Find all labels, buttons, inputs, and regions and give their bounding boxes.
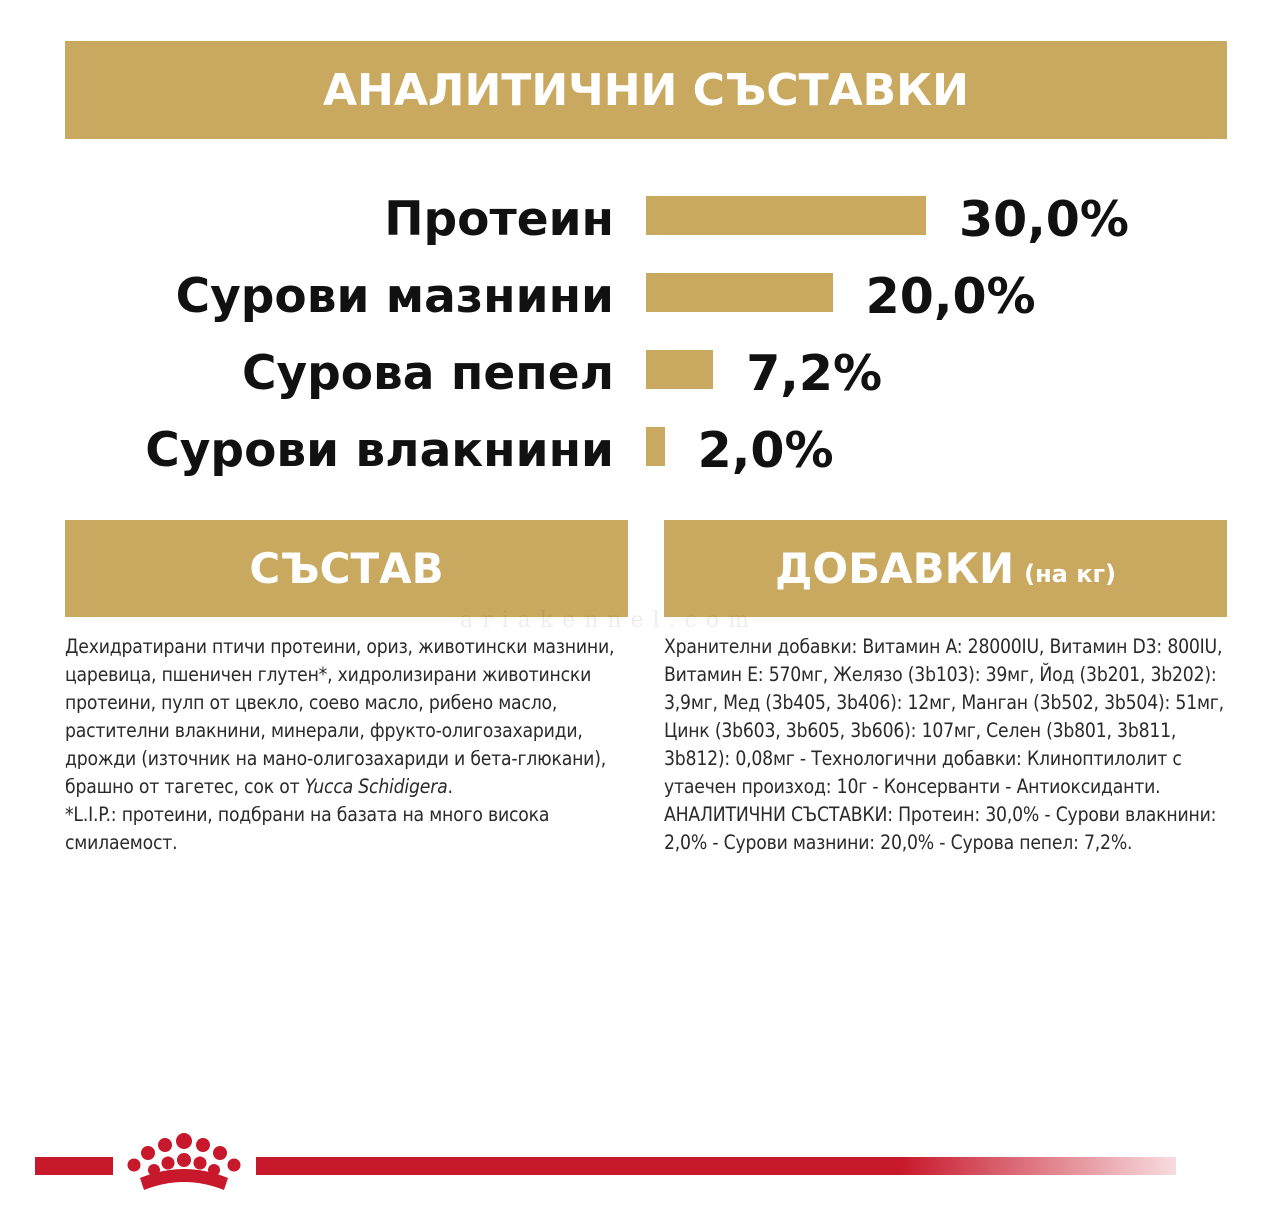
analytics-value: 20,0% [865,268,1036,325]
analytics-value: 30,0% [959,191,1129,248]
additives-header [664,520,1227,617]
additives-title: ДОБАВКИ [774,544,1015,593]
analytics-bar [646,273,833,312]
royal-canin-crown-icon [118,1130,250,1200]
analytics-value: 2,0% [697,422,834,479]
analytics-value: 7,2% [746,345,883,402]
composition-italic: Yucca Schidigera [304,775,448,798]
analytics-bar [646,196,926,235]
analytics-header [65,41,1227,139]
brand-line-right [256,1157,1176,1175]
composition-body: Дехидратирани птичи протеини, ориз, животински мазнини, царевица, пшеничен глутен*, хидролизирани животински протеини, пулп от цвекло, соево масло, рибено масло, растителни влакнини, минерали, фрукто-олигозахариди, дрожди (източник на мано-олигозахариди и бета-глюкани), брашно от тагетес, сок от [65,635,615,798]
additives-text: Хранителни добавки: Витамин A: 28000IU, Витамин D3: 800IU, Витамин E: 570мг, Желязо (3b103): 39мг, Йод (3b201, 3b202): 3,9мг, Мед (3b405, 3b406): 12мг, Манган (3b502, 3b504): 51мг, Цинк (3b603, 3b605, 3b606): 107мг, Селен (3b801, 3b811, 3b812): 0,08мг - Технологични добавки: Клиноптилолит с утаечен произход: 10г - Консерванти - Антиоксиданти. АНАЛИТИЧНИ СЪСТАВКИ: Протеин: 30,0% - Сурови влакнини: 2,0% - Сурови мазнини: 20,0% - Сурова пепел: 7,2%. [664,635,1224,854]
analytics-label: Протеин [384,192,614,247]
analytics-label: Сурови влакнини [145,423,614,478]
composition-text [65,633,630,857]
analytics-label: Сурови мазнини [175,269,614,324]
analytics-title: АНАЛИТИЧНИ СЪСТАВКИ [323,64,969,116]
composition-title: СЪСТАВ [249,544,444,593]
analytics-bar [646,350,713,389]
additives-unit: (на кг) [1024,559,1117,588]
composition-header [65,520,628,617]
composition-footnote: *L.I.P.: протеини, подбрани на базата на много висока смилаемост. [65,803,550,854]
analytics-label: Сурова пепел [241,346,614,401]
composition-body-end: . [447,775,453,798]
analytics-bar [646,427,665,466]
watermark: ariakennel.com [460,608,758,633]
brand-line-left [35,1157,113,1175]
